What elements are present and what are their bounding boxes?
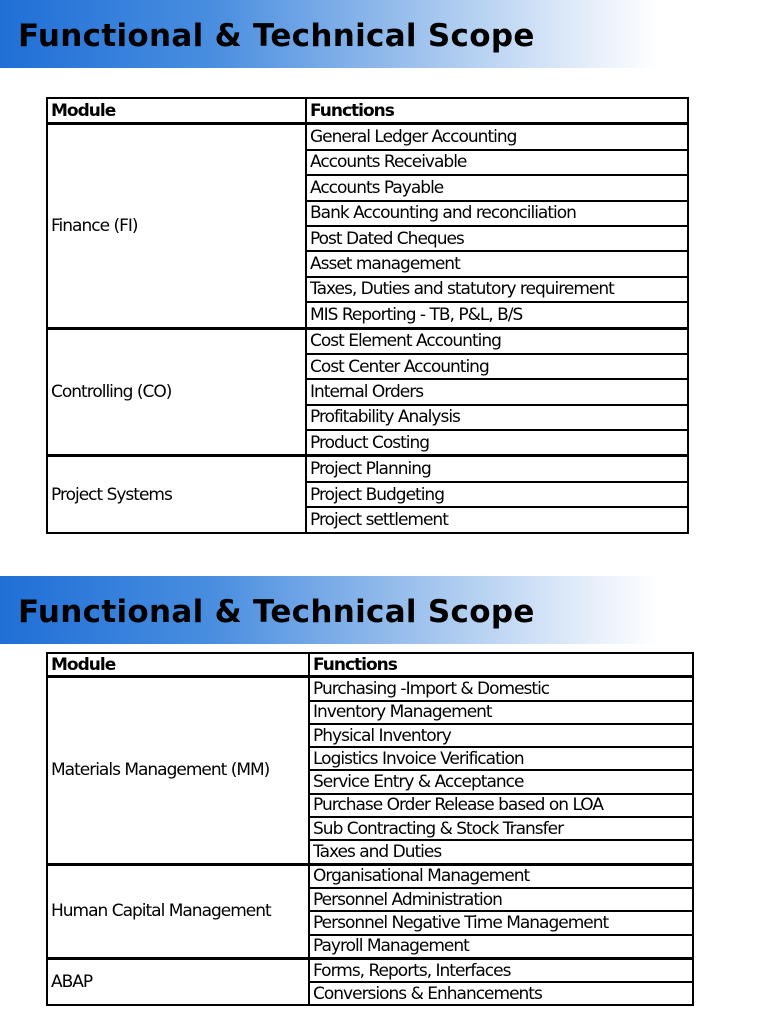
table-row xyxy=(47,677,693,701)
table-header-row xyxy=(47,653,693,677)
function-cell: Post Dated Cheques xyxy=(306,226,688,251)
slide-title: Functional & Technical Scope xyxy=(18,18,535,54)
function-cell: Purchase Order Release based on LOA xyxy=(309,794,693,817)
header-functions: Functions xyxy=(309,653,693,677)
header-functions: Functions xyxy=(306,98,688,124)
function-cell: Project settlement xyxy=(306,507,688,532)
function-cell: Service Entry & Acceptance xyxy=(309,770,693,793)
function-cell: MIS Reporting - TB, P&L, B/S xyxy=(306,302,688,328)
scope-table xyxy=(46,652,694,1006)
function-cell: Internal Orders xyxy=(306,379,688,404)
function-cell: Personnel Administration xyxy=(309,888,693,911)
table-row xyxy=(47,864,693,888)
module-cell: Controlling (CO) xyxy=(47,328,306,456)
module-cell: Materials Management (MM) xyxy=(47,677,309,864)
function-cell: Conversions & Enhancements xyxy=(309,982,693,1005)
function-cell: Profitability Analysis xyxy=(306,405,688,430)
table-row xyxy=(47,124,688,150)
scope-table xyxy=(46,97,689,534)
module-cell: Finance (FI) xyxy=(47,124,306,328)
function-cell: Taxes and Duties xyxy=(309,840,693,864)
module-cell: Human Capital Management xyxy=(47,864,309,958)
function-cell: Forms, Reports, Interfaces xyxy=(309,958,693,982)
function-cell: Inventory Management xyxy=(309,701,693,724)
function-cell: Physical Inventory xyxy=(309,724,693,747)
function-cell: Taxes, Duties and statutory requirement xyxy=(306,277,688,302)
header-module: Module xyxy=(47,653,309,677)
function-cell: Sub Contracting & Stock Transfer xyxy=(309,817,693,840)
table-header-row xyxy=(47,98,688,124)
module-cell: ABAP xyxy=(47,958,309,1005)
function-cell: Bank Accounting and reconciliation xyxy=(306,201,688,226)
function-cell: Organisational Management xyxy=(309,864,693,888)
header-module: Module xyxy=(47,98,306,124)
function-cell: General Ledger Accounting xyxy=(306,124,688,150)
function-cell: Personnel Negative Time Management xyxy=(309,911,693,934)
function-cell: Logistics Invoice Verification xyxy=(309,747,693,770)
table-row xyxy=(47,456,688,482)
function-cell: Cost Center Accounting xyxy=(306,354,688,379)
slide-2 xyxy=(0,576,768,1024)
function-cell: Accounts Payable xyxy=(306,175,688,200)
function-cell: Asset management xyxy=(306,251,688,276)
function-cell: Accounts Receivable xyxy=(306,150,688,175)
function-cell: Cost Element Accounting xyxy=(306,328,688,354)
function-cell: Purchasing -Import & Domestic xyxy=(309,677,693,701)
function-cell: Project Planning xyxy=(306,456,688,482)
function-cell: Payroll Management xyxy=(309,935,693,959)
function-cell: Project Budgeting xyxy=(306,482,688,507)
slide-title: Functional & Technical Scope xyxy=(18,594,535,630)
table-row xyxy=(47,958,693,982)
function-cell: Product Costing xyxy=(306,430,688,456)
table-row xyxy=(47,328,688,354)
module-cell: Project Systems xyxy=(47,456,306,533)
